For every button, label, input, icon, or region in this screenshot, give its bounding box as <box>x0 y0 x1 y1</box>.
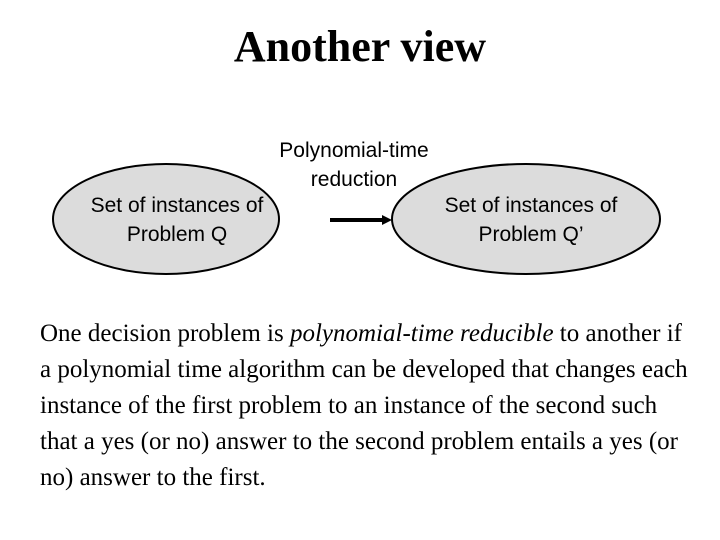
problem-q-label-line1: Set of instances of <box>90 194 264 217</box>
problem-q-prime-label <box>411 191 651 249</box>
problem-q-prime-label-line1: Set of instances of <box>444 194 618 217</box>
reduction-label-line2: reduction <box>310 168 398 191</box>
reduction-label-line1: Polynomial-time <box>279 139 429 162</box>
reduction-label <box>254 136 454 194</box>
definition-text-end: to another if a polynomial time algorithm can be developed that changes each instance of the first problem to an instance of the second such that a yes (or no) answer to the second problem entails a yes (or no) answer to the first. <box>40 320 688 491</box>
definition-emphasis: polynomial-time reducible <box>289 320 554 347</box>
definition-paragraph <box>40 316 690 496</box>
definition-text-start: One decision problem is <box>40 320 290 347</box>
slide-title: Another view <box>233 22 487 71</box>
problem-q-label-line2: Problem Q <box>126 223 228 246</box>
problem-q-label <box>57 191 297 249</box>
problem-q-prime-label-line2: Problem Q’ <box>478 223 584 246</box>
